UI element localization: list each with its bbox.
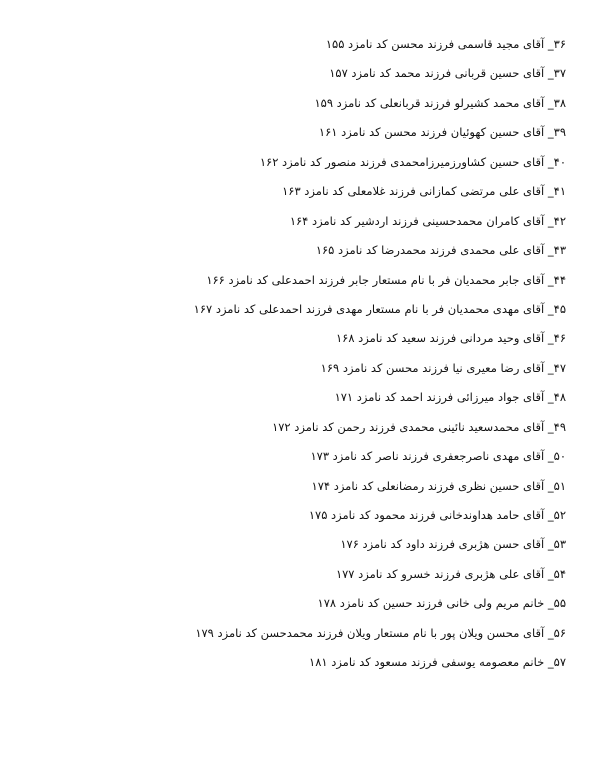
item-text: آقای محسن ویلان پور با نام مستعار ویلان فرزند محمدحسن کد نامزد ۱۷۹: [195, 625, 545, 640]
list-item: [26, 239, 566, 268]
item-text: آقای کامران محمدحسینی فرزند اردشیر کد نامزد ۱۶۴: [289, 213, 545, 228]
item-number: ۳۹_: [547, 125, 566, 140]
candidate-list: [26, 33, 566, 681]
item-text: آقای رضا معیری نیا فرزند محسن کد نامزد ۱۶۹: [320, 360, 545, 375]
item-text: آقای حسین نظری فرزند رمضانعلی کد نامزد ۱۷۴: [311, 478, 545, 493]
item-number: ۴۰_: [547, 154, 566, 169]
item-text: آقای مجید قاسمی فرزند محسن کد نامزد ۱۵۵: [325, 37, 545, 51]
item-text: آقای جواد میرزائی فرزند احمد کد نامزد ۱۷۱: [334, 390, 545, 405]
item-number: ۴۱_: [547, 184, 566, 199]
item-number: ۴۸_: [547, 390, 566, 405]
list-item: [26, 269, 566, 298]
item-text: آقای مهدی ناصرجعفری فرزند ناصر کد نامزد ۱۷۳: [310, 449, 545, 464]
list-item: [26, 416, 566, 445]
item-text: آقای علی محمدی فرزند محمدرضا کد نامزد ۱۶۵: [315, 243, 545, 258]
item-text: آقای حامد هداوندخانی فرزند محمود کد نامزد ۱۷۵: [308, 508, 545, 522]
item-text: آقای علی مرتضی کمازانی فرزند غلامعلی کد نامزد ۱۶۳: [282, 184, 545, 199]
list-item: [26, 62, 566, 91]
list-item: [26, 357, 566, 386]
item-number: ۵۰_: [547, 449, 566, 464]
list-item: [26, 327, 566, 356]
list-item: [26, 298, 566, 327]
item-number: ۴۴_: [547, 272, 566, 287]
list-item: [26, 475, 566, 504]
item-text: آقای محمدسعید نائینی محمدی فرزند رحمن کد نامزد ۱۷۲: [272, 419, 545, 434]
list-item: [26, 210, 566, 239]
item-text: آقای حسن هژبری فرزند داود کد نامزد ۱۷۶: [340, 537, 545, 552]
item-number: ۴۳_: [547, 243, 566, 258]
item-text: آقای محمد کشیرلو فرزند قربانعلی کد نامزد ۱۵۹: [314, 95, 545, 110]
item-number: ۵۶_: [547, 625, 566, 640]
list-item: [26, 533, 566, 562]
item-number: ۴۲_: [547, 213, 566, 228]
item-number: ۵۴_: [547, 566, 566, 581]
item-number: ۳۷_: [547, 66, 566, 81]
item-number: ۴۷_: [547, 360, 566, 375]
item-number: ۵۱_: [547, 478, 566, 493]
item-text: آقای حسین کهوئیان فرزند محسن کد نامزد ۱۶۱: [318, 125, 545, 140]
list-item: [26, 386, 566, 415]
item-number: ۳۶_: [547, 37, 566, 51]
list-item: [26, 563, 566, 592]
item-text: آقای حسین کشاورزمیرزامحمدی فرزند منصور کد نامزد ۱۶۲: [259, 154, 545, 169]
item-text: آقای علی هژبری فرزند خسرو کد نامزد ۱۷۷: [335, 566, 545, 581]
item-text: خانم مریم ولی خانی فرزند حسین کد نامزد ۱۷۸: [317, 596, 545, 611]
item-text: خانم معصومه یوسفی فرزند مسعود کد نامزد ۱۸۱: [309, 655, 545, 670]
item-text: آقای جابر محمدیان فر با نام مستعار جابر فرزند احمدعلی کد نامزد ۱۶۶: [206, 272, 545, 287]
item-number: ۵۲_: [547, 508, 566, 522]
item-text: آقای وحید مردانی فرزند سعید کد نامزد ۱۶۸: [335, 331, 545, 346]
list-item: [26, 92, 566, 121]
list-item: [26, 151, 566, 180]
list-item: [26, 651, 566, 680]
list-item: [26, 592, 566, 621]
item-number: ۵۳_: [547, 537, 566, 552]
list-item: [26, 622, 566, 651]
list-item: [26, 180, 566, 209]
item-number: ۳۸_: [547, 95, 566, 110]
item-number: ۵۷_: [547, 655, 566, 670]
item-number: ۴۶_: [547, 331, 566, 346]
item-number: ۵۵_: [547, 596, 566, 611]
list-item: [26, 33, 566, 62]
item-text: آقای حسین قربانی فرزند محمد کد نامزد ۱۵۷: [329, 66, 545, 81]
item-number: ۴۵_: [547, 301, 566, 316]
item-text: آقای مهدی محمدیان فر با نام مستعار مهدی فرزند احمدعلی کد نامزد ۱۶۷: [193, 301, 545, 316]
item-number: ۴۹_: [547, 419, 566, 434]
list-item: [26, 121, 566, 150]
list-item: [26, 445, 566, 474]
list-item: [26, 504, 566, 533]
